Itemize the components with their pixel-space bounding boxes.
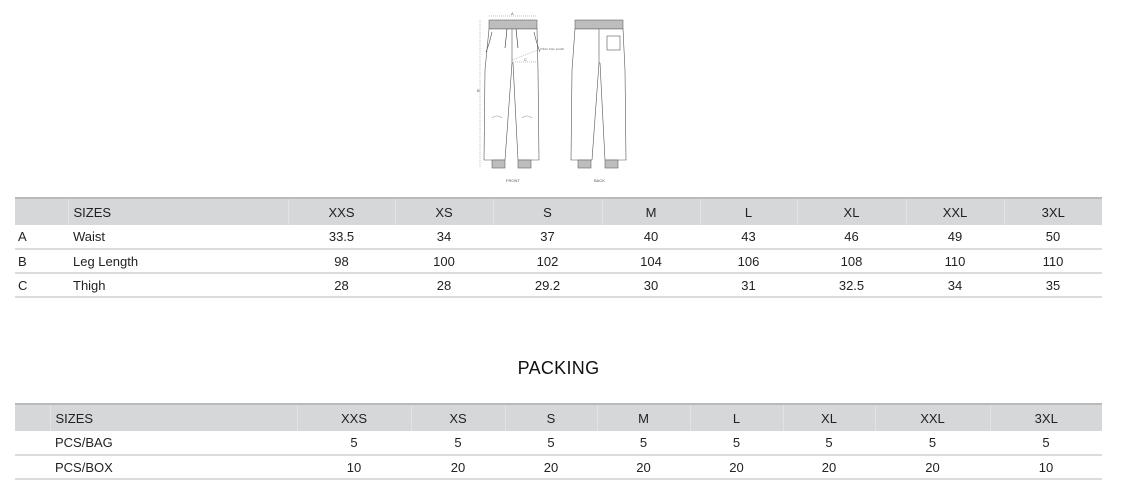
header-size-xxs: XXS: [288, 198, 395, 225]
pants-diagram-icon: [470, 10, 650, 190]
header-size-s: S: [505, 404, 597, 431]
front-label: FRONT: [506, 178, 520, 183]
cell: 110: [944, 253, 966, 269]
header-size-l: L: [700, 198, 797, 225]
row-key: C: [18, 277, 28, 293]
cell: 34: [436, 229, 452, 244]
header-size-xxl: XXL: [875, 404, 990, 431]
packing-title: PACKING: [517, 358, 600, 378]
table-row-pcs-bag: [15, 431, 1102, 455]
header-size-xxs: XXS: [297, 404, 411, 431]
header-blank-cell: [15, 404, 50, 431]
blank-cell: [15, 431, 50, 455]
cell: 5: [732, 435, 741, 450]
cell: 35: [1045, 277, 1061, 293]
measure-b-label: B: [477, 88, 480, 93]
cell: 40: [643, 229, 659, 244]
cell: 31: [741, 277, 756, 293]
row-label: PCS/BOX: [55, 459, 113, 475]
header-size-xl: XL: [797, 198, 906, 225]
cell: 20: [543, 459, 559, 475]
cell: 20: [821, 459, 837, 475]
cell: 50: [1045, 229, 1061, 244]
size-chart-header-row: [15, 198, 1102, 225]
packing-table: [15, 403, 1102, 480]
cell: 46: [844, 229, 859, 244]
measure-c-label: C: [524, 57, 527, 62]
cell: 49: [947, 229, 963, 244]
cell: 5: [825, 435, 833, 450]
header-size-m: M: [602, 198, 700, 225]
cell: 20: [450, 459, 466, 475]
header-size-3xl: 3XL: [1004, 198, 1102, 225]
cell: 28: [334, 277, 349, 293]
cell: 20: [729, 459, 744, 475]
blank-cell: [15, 455, 50, 479]
header-size-xl: XL: [783, 404, 875, 431]
cell: 32.5: [838, 277, 865, 293]
back-label: BACK: [594, 178, 605, 183]
cell: 37: [540, 229, 555, 244]
header-sizes-label: SIZES: [68, 198, 288, 225]
cell: 106: [737, 253, 760, 269]
header-size-l: L: [690, 404, 783, 431]
header-size-xs: XS: [395, 198, 493, 225]
cell: 34: [947, 277, 963, 293]
cell: 43: [741, 229, 756, 244]
cell: 5: [350, 435, 358, 450]
header-size-xxl: XXL: [906, 198, 1004, 225]
cell: 108: [840, 253, 863, 269]
header-size-m: M: [597, 404, 690, 431]
packing-header-row: [15, 404, 1102, 431]
table-row-waist: [15, 225, 1102, 249]
table-row-leg-length: [15, 249, 1102, 273]
cell: 5: [547, 435, 555, 450]
measure-a-label: A: [511, 11, 514, 16]
cell: 104: [640, 253, 662, 269]
row-key: B: [18, 253, 27, 269]
cell: 102: [536, 253, 559, 269]
table-row-thigh: [15, 273, 1102, 297]
cell: 29.2: [534, 277, 561, 293]
cell: 33.5: [328, 229, 355, 244]
cell: 5: [928, 435, 937, 450]
row-label: Waist: [73, 229, 106, 244]
size-chart-table: [15, 197, 1102, 298]
cell: 20: [636, 459, 651, 475]
cell: 20: [925, 459, 940, 475]
pants-technical-drawing: [470, 10, 650, 190]
row-label: PCS/BAG: [55, 435, 113, 450]
cell: 10: [346, 459, 362, 475]
cell: 98: [334, 253, 349, 269]
header-sizes-label: SIZES: [50, 404, 297, 431]
cell: 10: [1038, 459, 1054, 475]
cell: 30: [643, 277, 659, 293]
cell: 110: [1042, 253, 1064, 269]
cell: 5: [454, 435, 462, 450]
header-blank-cell: [15, 198, 68, 225]
cell: 5: [639, 435, 648, 450]
cell: 28: [436, 277, 452, 293]
table-row-pcs-box: [15, 455, 1102, 479]
cell: 100: [433, 253, 455, 269]
row-label: Thigh: [73, 277, 106, 293]
crotch-annotation: 2.5cm from crotch: [540, 47, 565, 51]
row-key: A: [18, 229, 27, 244]
row-label: Leg Length: [73, 253, 139, 269]
header-size-3xl: 3XL: [990, 404, 1102, 431]
header-size-xs: XS: [411, 404, 505, 431]
cell: 5: [1042, 435, 1050, 450]
header-size-s: S: [493, 198, 602, 225]
